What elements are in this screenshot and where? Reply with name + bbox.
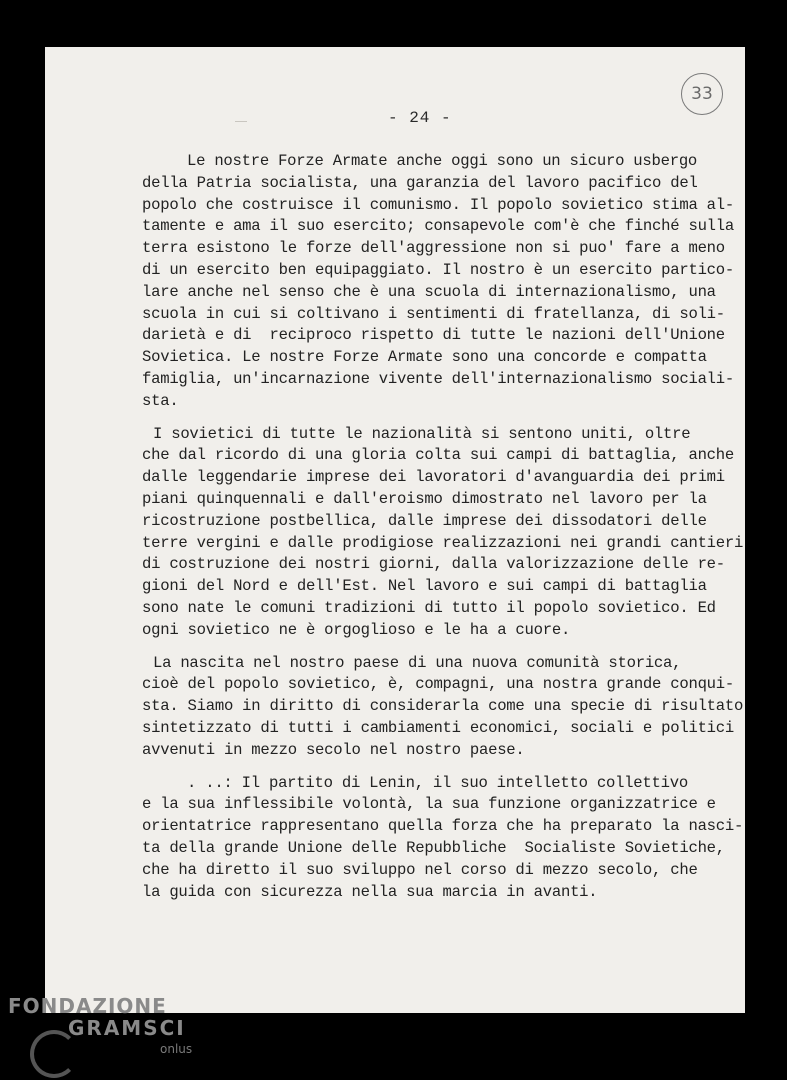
- text-line: gioni del Nord e dell'Est. Nel lavoro e sui campi di battaglia: [142, 577, 707, 596]
- body-text: [142, 151, 744, 914]
- text-line: ogni sovietico ne è orgoglioso e le ha a cuore.: [142, 620, 571, 639]
- paragraph-3: [142, 653, 744, 762]
- text-line: tamente e ama il suo esercito; consapevole com'è che finché sulla: [142, 217, 735, 236]
- paragraph-1: [142, 151, 735, 413]
- text-line: di un esercito ben equipaggiato. Il nostro è un esercito partico-: [142, 260, 735, 279]
- text-line: sintetizzato di tutti i cambiamenti economici, sociali e politici: [142, 718, 735, 737]
- pencil-mark: [235, 121, 247, 122]
- document-page: [45, 47, 745, 1013]
- text-line: Sovietica. Le nostre Forze Armate sono una concorde e compatta: [142, 348, 707, 367]
- text-line: che dal ricordo di una gloria colta sui campi di battaglia, anche: [142, 446, 735, 465]
- text-line: terra esistono le forze dell'aggressione non si puo' fare a meno: [142, 239, 725, 258]
- paragraph-2: [142, 424, 744, 642]
- text-line: sono nate le comuni tradizioni di tutto il popolo sovietico. Ed: [142, 598, 716, 617]
- text-line: che ha diretto il suo sviluppo nel corso di mezzo secolo, che: [142, 860, 698, 879]
- text-line: scuola in cui si coltivano i sentimenti di fratellanza, di soli-: [142, 304, 725, 323]
- watermark-line-2: GRAMSCI: [68, 1016, 186, 1040]
- text-line: terre vergini e dalle prodigiose realizzazioni nei grandi cantieri: [142, 533, 744, 552]
- text-line: della Patria socialista, una garanzia del lavoro pacifico del: [142, 173, 698, 192]
- text-line: Le nostre Forze Armate anche oggi sono un sicuro usbergo: [187, 152, 698, 170]
- page-number: - 24 -: [388, 109, 452, 127]
- archive-number-stamp: 33: [681, 73, 723, 115]
- text-line: ricostruzione postbellica, dalle imprese dei dissodatori delle: [142, 511, 707, 530]
- text-line: La nascita nel nostro paese di una nuova comunità storica,: [153, 653, 682, 672]
- watermark-logo-icon: [30, 1030, 78, 1078]
- text-line: . ..: Il partito di Lenin, il suo intelletto collettivo: [187, 773, 688, 792]
- text-line: darietà e di reciproco rispetto di tutte le nazioni dell'Unione: [142, 326, 725, 345]
- text-line: cioè del popolo sovietico, è, compagni, una nostra grande conqui-: [142, 675, 735, 694]
- text-line: sta. Siamo in diritto di considerarla come una specie di risultato: [142, 697, 744, 716]
- text-line: lare anche nel senso che è una scuola di internazionalismo, una: [142, 282, 716, 301]
- text-line: dalle leggendarie imprese dei lavoratori d'avanguardia dei primi: [142, 468, 725, 487]
- text-line: avvenuti in mezzo secolo nel nostro paese.: [142, 740, 525, 759]
- text-line: ta della grande Unione delle Repubbliche Socialiste Sovietiche,: [142, 838, 725, 857]
- paragraph-4: [142, 773, 744, 904]
- text-line: la guida con sicurezza nella sua marcia in avanti.: [142, 882, 598, 901]
- text-line: I sovietici di tutte le nazionalità si sentono uniti, oltre: [153, 424, 691, 443]
- text-line: piani quinquennali e dall'eroismo dimostrato nel lavoro per la: [142, 489, 707, 508]
- text-line: orientatrice rappresentano quella forza che ha preparato la nasci-: [142, 817, 744, 836]
- text-line: famiglia, un'incarnazione vivente dell'internazionalismo sociali-: [142, 369, 735, 388]
- text-line: sta.: [142, 391, 179, 410]
- text-line: popolo che costruisce il comunismo. Il popolo sovietico stima al-: [142, 195, 735, 214]
- watermark-line-1: FONDAZIONE: [8, 994, 167, 1018]
- text-line: di costruzione dei nostri giorni, dalla valorizzazione delle re-: [142, 555, 725, 574]
- text-line: e la sua inflessibile volontà, la sua funzione organizzatrice e: [142, 795, 716, 814]
- watermark-line-3: onlus: [160, 1042, 193, 1056]
